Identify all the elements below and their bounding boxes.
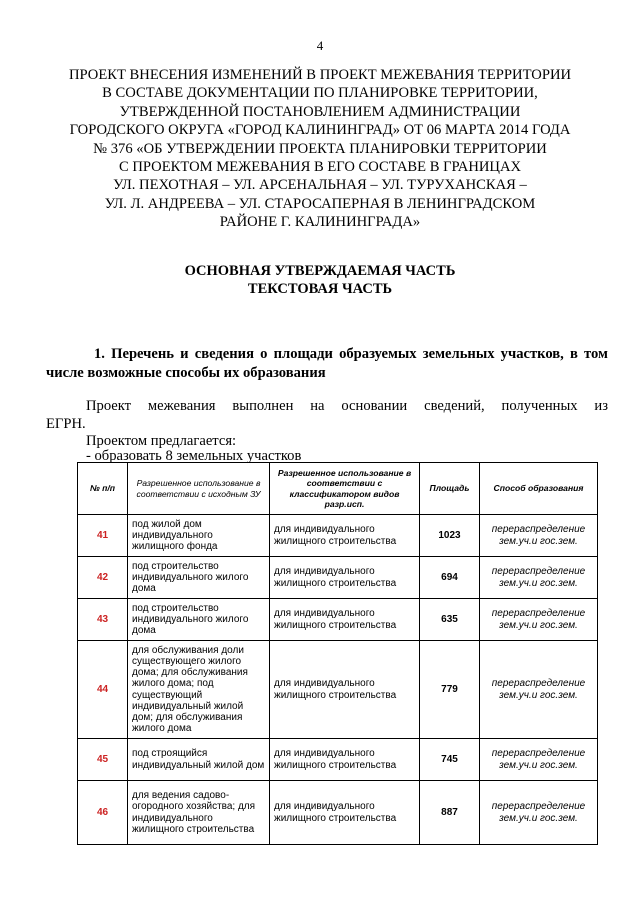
row-permitted-use: под строительство индивидуального жилого дома <box>128 557 270 599</box>
title-line: В СОСТАВЕ ДОКУМЕНТАЦИИ ПО ПЛАНИРОВКЕ ТЕРРИТОРИИ, <box>102 85 538 102</box>
title-line: № 376 «ОБ УТВЕРЖДЕНИИ ПРОЕКТА ПЛАНИРОВКИ ТЕРРИТОРИИ <box>93 140 547 157</box>
row-area: 635 <box>420 599 480 641</box>
row-permitted-use: под строительство индивидуального жилого дома <box>128 599 270 641</box>
row-method: перераспределение зем.уч.и гос.зем. <box>480 641 598 739</box>
header-method: Способ образования <box>480 463 598 515</box>
list-heading <box>46 345 608 383</box>
section-title <box>0 262 640 298</box>
row-number: 46 <box>78 781 128 845</box>
row-area: 745 <box>420 739 480 781</box>
row-number: 42 <box>78 557 128 599</box>
section-title-line: ТЕКСТОВАЯ ЧАСТЬ <box>247 281 393 297</box>
section-title-line: ОСНОВНАЯ УТВЕРЖДАЕМАЯ ЧАСТЬ <box>184 263 456 279</box>
row-area: 694 <box>420 557 480 599</box>
paragraph-basis <box>46 397 608 433</box>
table-row <box>78 781 598 845</box>
table-row <box>78 515 598 557</box>
row-permitted-use: для обслуживания доли существующего жилого дома; для обслуживания жилого дома; под существующий индивидуальный жилой дом; для обслуживания жилого дома <box>128 641 270 739</box>
title-line: РАЙОНЕ Г. КАЛИНИНГРАДА» <box>219 214 421 231</box>
list-heading-line: числе возможные способы их образования <box>46 365 326 381</box>
table-header-row <box>78 463 598 515</box>
row-classifier-use: для индивидуального жилищного строительства <box>270 557 420 599</box>
title-line: ГОРОДСКОГО ОКРУГА «ГОРОД КАЛИНИНГРАД» ОТ 06 МАРТА 2014 ГОДА <box>69 122 571 139</box>
title-line: УЛ. ПЕХОТНАЯ – УЛ. АРСЕНАЛЬНАЯ – УЛ. ТУРУХАНСКАЯ – <box>113 177 527 194</box>
row-classifier-use: для индивидуального жилищного строительства <box>270 739 420 781</box>
row-permitted-use: для ведения садово-огородного хозяйства; для индивидуального жилищного строительства <box>128 781 270 845</box>
row-permitted-use: под жилой дом индивидуального жилищного фонда <box>128 515 270 557</box>
row-area: 887 <box>420 781 480 845</box>
row-method: перераспределение зем.уч.и гос.зем. <box>480 739 598 781</box>
table-row <box>78 557 598 599</box>
title-line: УЛ. Л. АНДРЕЕВА – УЛ. СТАРОСАПЕРНАЯ В ЛЕНИНГРАДСКОМ <box>104 195 536 212</box>
row-method: перераспределение зем.уч.и гос.зем. <box>480 515 598 557</box>
paragraph-line: Проект межевания выполнен на основании сведений, полученных из <box>86 398 608 414</box>
paragraph-plots-count: - образовать 8 земельных участков <box>86 448 302 464</box>
row-method: перераспределение зем.уч.и гос.зем. <box>480 599 598 641</box>
header-permitted-use: Разрешенное использование в соответствии с исходным ЗУ <box>128 463 270 515</box>
table-row <box>78 739 598 781</box>
row-number: 41 <box>78 515 128 557</box>
table-row <box>78 641 598 739</box>
list-heading-line: 1. Перечень и сведения о площади образуемых земельных участков, в том <box>94 346 608 362</box>
table-row <box>78 599 598 641</box>
row-classifier-use: для индивидуального жилищного строительства <box>270 641 420 739</box>
row-classifier-use: для индивидуального жилищного строительства <box>270 599 420 641</box>
paragraph-line: ЕГРН. <box>46 416 86 432</box>
row-number: 43 <box>78 599 128 641</box>
row-classifier-use: для индивидуального жилищного строительства <box>270 515 420 557</box>
header-area: Площадь <box>420 463 480 515</box>
page-number: 4 <box>316 38 324 53</box>
land-plots-table <box>77 462 598 845</box>
row-permitted-use: под строящийся индивидуальный жилой дом <box>128 739 270 781</box>
row-area: 779 <box>420 641 480 739</box>
title-line: УТВЕРЖДЕННОЙ ПОСТАНОВЛЕНИЕМ АДМИНИСТРАЦИИ <box>119 103 521 120</box>
row-classifier-use: для индивидуального жилищного строительства <box>270 781 420 845</box>
row-method: перераспределение зем.уч.и гос.зем. <box>480 557 598 599</box>
title-line: С ПРОЕКТОМ МЕЖЕВАНИЯ В ЕГО СОСТАВЕ В ГРАНИЦАХ <box>118 159 522 176</box>
header-num: № п/п <box>78 463 128 515</box>
row-number: 44 <box>78 641 128 739</box>
title-line: ПРОЕКТ ВНЕСЕНИЯ ИЗМЕНЕНИЙ В ПРОЕКТ МЕЖЕВАНИЯ ТЕРРИТОРИИ <box>68 67 572 83</box>
row-method: перераспределение зем.уч.и гос.зем. <box>480 781 598 845</box>
header-classifier-use: Разрешенное использование в соответствии с классификатором видов разр.исп. <box>270 463 420 515</box>
row-number: 45 <box>78 739 128 781</box>
row-area: 1023 <box>420 515 480 557</box>
paragraph-proposal: Проектом предлагается: <box>86 433 237 449</box>
document-title <box>50 66 590 232</box>
